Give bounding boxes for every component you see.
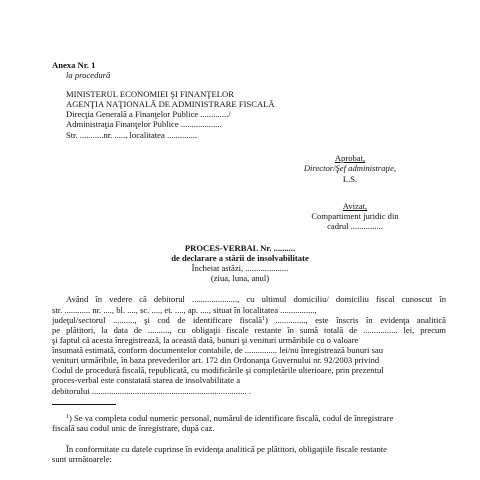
body-line-9: proces-verbal este constatată starea de insolvabilitate a <box>52 375 241 385</box>
body-line-4: pe plătitori, la data de .........., cu obligaţii fiscale restante în sumă totală de ................ lei, precum <box>52 325 446 335</box>
body-line-1: Având în vedere că debitorul ....................., cu ultimul domiciliu/ domiciliu fiscal cunoscut în <box>66 294 446 304</box>
body-line-3: judeţul/sectorul .........., şi cod de identificare fiscală$^1$) .............., este înscris în evidenţa analitică <box>52 315 446 325</box>
endorsement-line2: cadrul ............... <box>327 221 383 231</box>
body-line-5: şi faptul că acesta înregistrează, la această dată, bunuri şi venituri urmăribile cu o valoare <box>52 335 359 345</box>
approval-label: Aprobat, <box>334 153 366 163</box>
ministry-name: MINISTERUL ECONOMIEI ŞI FINANŢELOR <box>66 89 234 99</box>
body-line-10: debitorului ........................................................................ . <box>52 386 251 396</box>
date-hint: (ziua, luna, anul) <box>210 273 270 283</box>
concluded-date: Încheiat astăzi, .................... <box>191 263 289 273</box>
footnote-line-2: fiscală sau codul unic de înregistrare, după caz. <box>52 423 215 433</box>
annex-title: Anexa Nr. 1 <box>52 60 96 70</box>
endorsement-line1: Compartiment juridic din <box>311 211 399 221</box>
endorsement-label: Avizat, <box>342 201 368 211</box>
footnote-ref: 1 <box>262 316 266 322</box>
directorate-line: Direcţia Generală a Finanţelor Publice ............./ <box>66 109 231 119</box>
agency-name: AGENŢIA NAŢIONALĂ DE ADMINISTRARE FISCALĂ <box>66 99 275 109</box>
administration-line: Administraţia Finanţelor Publice ................... <box>66 119 222 129</box>
annex-subtitle: la procedură <box>66 70 111 80</box>
body-line-7: venituri urmăribile, în baza prevederilor art. 172 din Ordonanţa Guvernului nr. 92/2003 privind <box>52 355 380 365</box>
footnote-separator <box>52 404 116 405</box>
body-line-8: Codul de procedură fiscală, republicată, cu modificările şi completările ulterioare, prin prezentul <box>52 365 384 375</box>
approval-role: Director/Şef administraţie, <box>303 163 397 173</box>
footnote-marker: 1 <box>66 414 69 420</box>
closing-line-1: În conformitate cu datele cuprinse în evidenţa analitică pe plătitori, obligaţiile fiscale restante <box>66 444 387 454</box>
document-subtitle: de declarare a stării de insolvabilitate <box>171 253 309 263</box>
approval-seal: L.S. <box>342 174 358 184</box>
closing-line-2: sunt următoarele: <box>52 454 112 464</box>
body-line-6: însumată estimată, conform documentelor contabile, de ............... lei/nu înregistrează bunuri sau <box>52 345 383 355</box>
document-title: PROCES-VERBAL Nr. .......... <box>184 243 296 253</box>
body-line-2: str. ............ nr. ...., bl. ...., sc. ...., et. ...., ap. ...., situat în localitatea ................, <box>52 305 317 315</box>
footnote-line-1: $^1$) Se va completa codul numeric personal, numărul de identificare fiscală, codul de înregistrare <box>66 413 394 423</box>
address-line: Str. ...........nr. ....., localitatea .............. <box>66 130 198 140</box>
